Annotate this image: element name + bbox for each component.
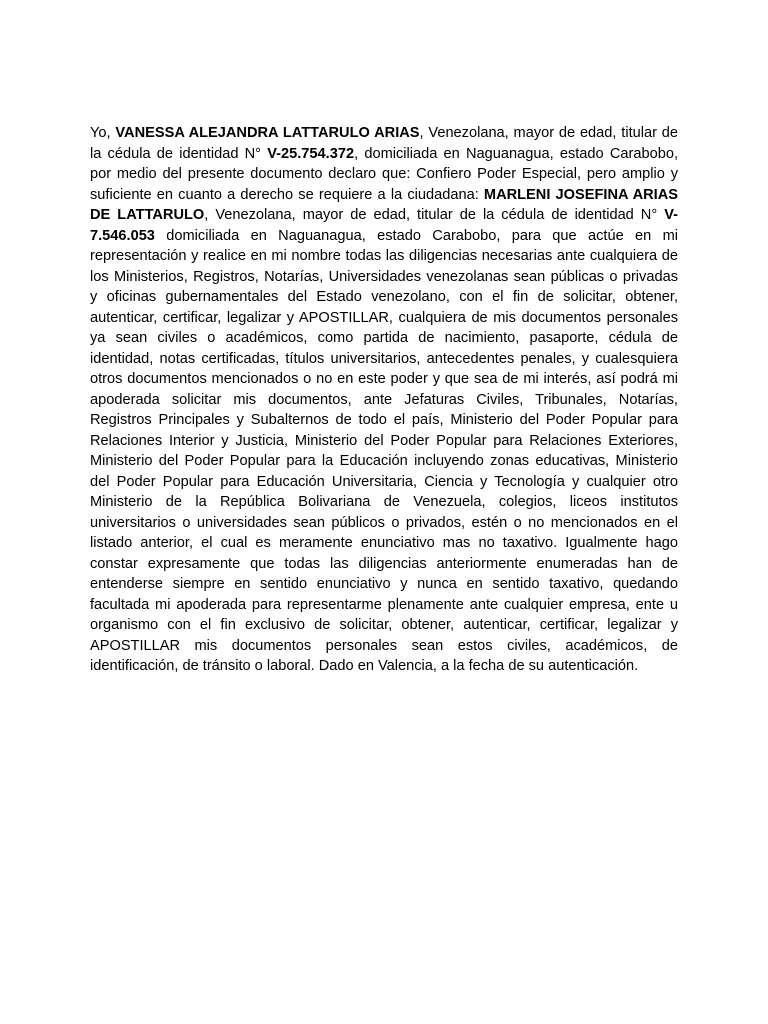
text-grantor-details: , Venezolana, mayor de edad, titular de la cédula de identidad N° (90, 125, 679, 162)
text-intro: Yo, (90, 125, 116, 141)
attorney-id-number: V-7.546.053 (90, 207, 678, 244)
power-of-attorney-paragraph (90, 123, 678, 677)
attorney-name: MARLENI JOSEFINA ARIAS DE LATTARULO (90, 186, 678, 223)
text-powers-granted: domiciliada en Naguanagua, estado Carabobo, para que actúe en mi representación y realice en mi nombre todas las diligencias necesarias ante cualquiera de los Ministerios, Registros, Notarías, Universidades venezolanas sean públicas o privadas y oficinas gubernamentales del Estado venezolano, con el fin de solicitar, obtener, autenticar, certificar, legalizar y APOSTILLAR, cualquiera de mis documentos personales ya sean civiles o académicos, como partida de nacimiento, pasaporte, cédula de identidad, notas certificadas, títulos universitarios, antecedentes penales, y cualesquiera otros documentos mencionados o no en este poder y que sea de mi interés, así podrá mi apoderada solicitar mis documentos, ante Jefaturas Civiles, Tribunales, Notarías, Registros Principales y Subalternos de todo el país, Ministerio del Poder Popular para Relaciones Interior y Justicia, Ministerio del Poder Popular para Relaciones Exteriores, Ministerio del Poder Popular para la Educación incluyendo zonas educativas, Ministerio del Poder Popular para Educación Universitaria, Ciencia y Tecnología y cualquier otro Ministerio de la República Bolivariana de Venezuela, colegios, liceos institutos universitarios o universidades sean públicos o privados, estén o no mencionados en el listado anterior, el cual es meramente enunciativo mas no taxativo. Igualmente hago constar expresamente que todas las diligencias anteriormente enumeradas han de entenderse siempre en sentido enunciativo y nunca en sentido taxativo, quedando facultada mi apoderada para representarme plenamente ante cualquier empresa, ente u organismo con el fin exclusivo de solicitar, obtener, autenticar, certificar, legalizar y APOSTILLAR mis documentos personales sean estos civiles, académicos, de identificación, de tránsito o laboral. Dado en Valencia, a la fecha de su autenticación. (90, 227, 678, 674)
grantor-id-number: V-25.754.372 (267, 145, 355, 162)
text-declaration: , domiciliada en Naguanagua, estado Carabobo, por medio del presente documento declaro que: Confiero Poder Especial, pero amplio y suficiente en cuanto a derecho se requiere a la ciudadana: (90, 145, 678, 203)
grantor-name: VANESSA ALEJANDRA LATTARULO ARIAS (115, 125, 420, 141)
text-attorney-details: , Venezolana, mayor de edad, titular de la cédula de identidad N° (204, 207, 665, 223)
